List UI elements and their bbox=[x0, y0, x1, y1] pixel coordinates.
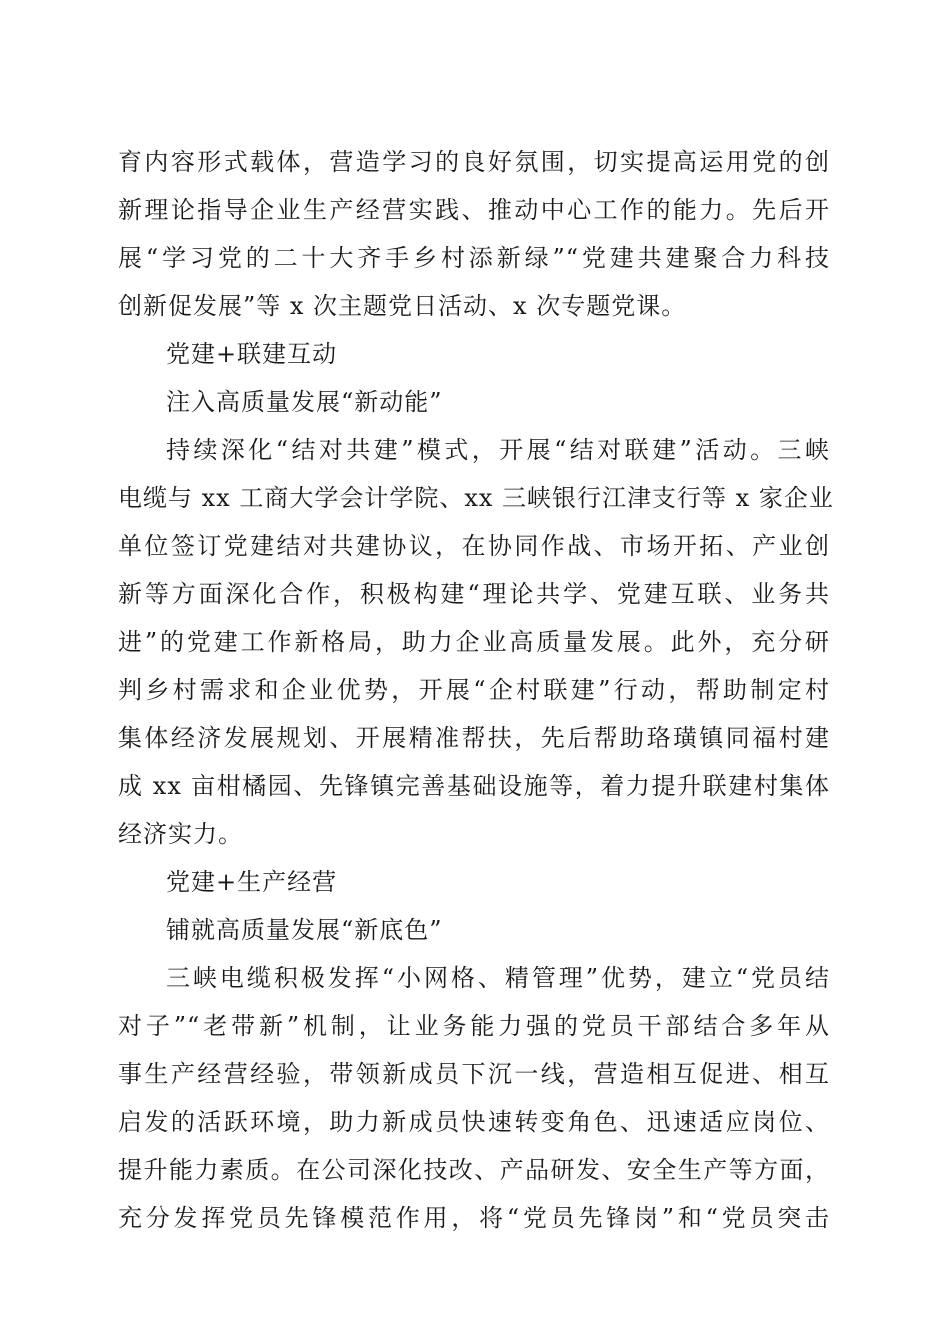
document-page bbox=[118, 138, 834, 1242]
text-line: 提升能力素质。在公司深化技改、产品研发、安全生产等方面， bbox=[118, 1156, 830, 1184]
section-subheading: 注入高质量发展“新动能” bbox=[166, 388, 443, 416]
text-line: 判乡村需求和企业优势，开展“企村联建”行动，帮助制定村 bbox=[118, 676, 830, 704]
text-line: 事生产经营经验，带领新成员下沉一线，营造相互促进、相互 bbox=[118, 1060, 830, 1088]
text-line: 育内容形式载体，营造学习的良好氛围，切实提高运用党的创 bbox=[118, 148, 830, 176]
text-line: 对子”“老带新”机制，让业务能力强的党员干部结合多年从 bbox=[118, 1012, 830, 1040]
text-line: 启发的活跃环境，助力新成员快速转变角色、迅速适应岗位、 bbox=[118, 1108, 830, 1136]
text-line: 充分发挥党员先锋模范作用，将“党员先锋岗”和“党员突击 bbox=[118, 1204, 830, 1232]
text-line: 创新促发展”等 x 次主题党日活动、x 次专题党课。 bbox=[118, 292, 687, 320]
text-line: 展“学习党的二十大齐手乡村添新绿”“党建共建聚合力科技 bbox=[118, 244, 830, 272]
text-line: 三峡电缆积极发挥“小网格、精管理”优势，建立“党员结 bbox=[166, 964, 830, 992]
text-line: 新等方面深化合作，积极构建“理论共学、党建互联、业务共 bbox=[118, 580, 830, 608]
text-line: 新理论指导企业生产经营实践、推动中心工作的能力。先后开 bbox=[118, 196, 830, 224]
text-line: 单位签订党建结对共建协议，在协同作战、市场开拓、产业创 bbox=[118, 532, 830, 560]
text-line: 经济实力。 bbox=[118, 820, 243, 848]
text-line: 持续深化“结对共建”模式，开展“结对联建”活动。三峡 bbox=[166, 436, 830, 464]
section-subheading: 铺就高质量发展“新底色” bbox=[166, 916, 443, 944]
text-line: 成 xx 亩柑橘园、先锋镇完善基础设施等，着力提升联建村集体 bbox=[118, 772, 830, 800]
text-line: 集体经济发展规划、开展精准帮扶，先后帮助珞璜镇同福村建 bbox=[118, 724, 830, 752]
section-heading: 党建+联建互动 bbox=[166, 340, 338, 368]
section-heading: 党建+生产经营 bbox=[166, 868, 338, 896]
text-line: 进”的党建工作新格局，助力企业高质量发展。此外，充分研 bbox=[118, 628, 830, 656]
text-line: 电缆与 xx 工商大学会计学院、xx 三峡银行江津支行等 x 家企业 bbox=[118, 484, 834, 512]
